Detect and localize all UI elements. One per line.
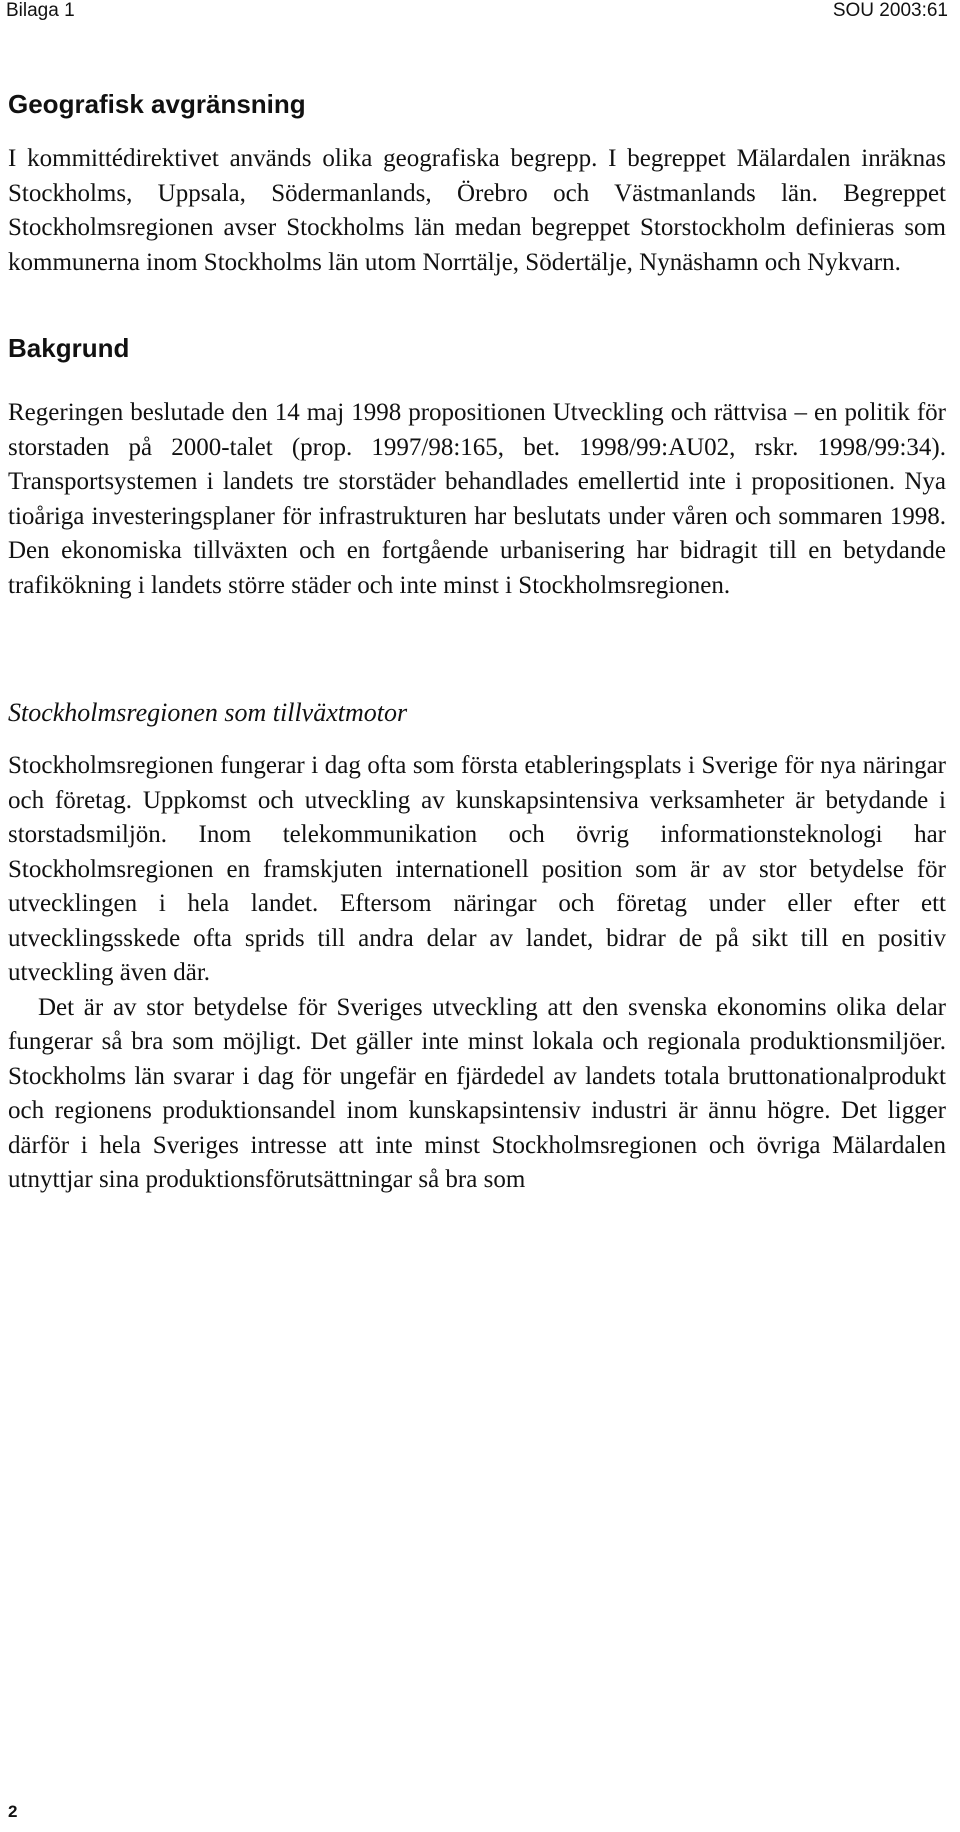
paragraph-tillvaxtmotor-1: Stockholmsregionen fungerar i dag ofta som första etableringsplats i Sverige för nya näringar och företag. Uppkomst och utveckling av kunskapsintensiva verksamheter är betydande i storstadsmiljön. Inom telekommunikation och övrig informationsteknologi har Stockholmsregionen en framskjuten internationell position som är av stor betydelse för utvecklingen i hela landet. Eftersom näringar och företag under eller efter ett utvecklingsskede ofta sprids till andra delar av landet, bidrar de på sikt till en positiv utveckling även där. [8, 752, 946, 986]
paragraph-tillvaxtmotor-2: Det är av stor betydelse för Sveriges utveckling att den svenska ekonomins olika delar fungerar så bra som möjligt. Det gäller inte minst lokala och regionala produktionsmiljöer. Stockholms län svarar i dag för ungefär en fjärdedel av landets totala bruttonationalprodukt och regionens produktionsandel inom kunskapsintensiv industri är ännu högre. Det ligger därför i hela Sveriges intresse att inte minst Stockholmsregionen och övriga Mälardalen utnyttjar sina produktionsförutsättningar så bra som [8, 993, 946, 1193]
main-content [8, 86, 946, 1198]
paragraph-bakgrund: Regeringen beslutade den 14 maj 1998 propositionen Utveckling och rättvisa – en politik för storstaden på 2000-talet (prop. 1997/98:165, bet. 1998/99:AU02, rskr. 1998/99:34). Transportsystemen i landets tre storstäder behandlades emellertid inte i propositionen. Nya tioåriga investeringsplaner för infrastrukturen har beslutats under våren och sommaren 1998. Den ekonomiska tillväxten och en fortgående urbanisering har bidragit till en betydande trafikökning i landets större städer och inte minst i Stockholmsregionen. [8, 399, 946, 599]
appendix-label: Bilaga 1 [6, 0, 75, 21]
report-reference: SOU 2003:61 [832, 0, 948, 21]
heading-bakgrund: Bakgrund [8, 333, 130, 363]
paragraph-geografisk: I kommittédirektivet används olika geografiska begrepp. I begreppet Mälardalen inräknas Stockholms, Uppsala, Södermanlands, Örebro och Västmanlands län. Begreppet Stockholmsregionen avser Stockholms län medan begreppet Storstockholm definieras som kommunerna inom Stockholms län utom Norrtälje, Södertälje, Nynäshamn och Nykvarn. [8, 145, 946, 276]
heading-geografisk-avgransning: Geografisk avgränsning [8, 89, 306, 119]
running-header [0, 0, 960, 24]
page-number: 2 [8, 1802, 18, 1821]
heading-tillvaxtmotor: Stockholmsregionen som tillväxtmotor [8, 698, 408, 727]
